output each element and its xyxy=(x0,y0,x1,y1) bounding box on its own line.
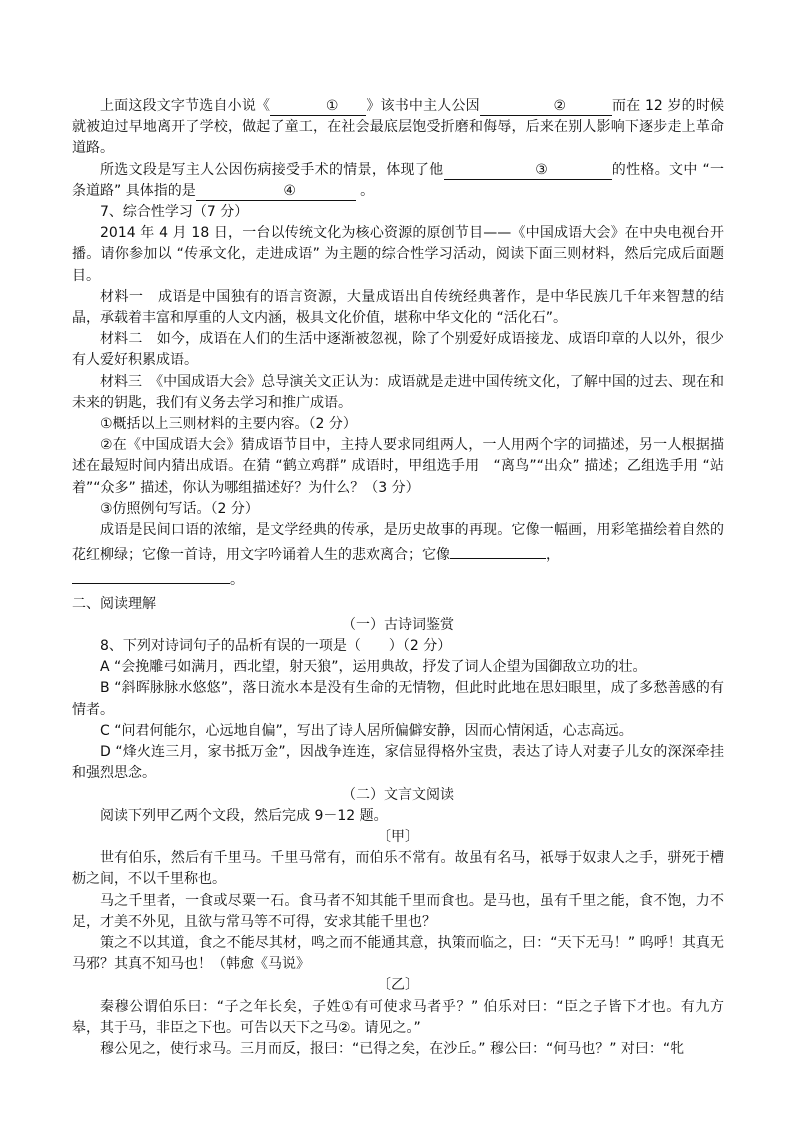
imitation-blank-2[interactable] xyxy=(72,566,230,584)
blank-4[interactable] xyxy=(196,183,356,201)
jia-paragraph-3: 策之不以其道，食之不能尽其材，鸣之而不能通其意，执策而临之，曰：“天下无马！” 呜呼！其真无马邪？其真不知马也！（韩愈《马说》 xyxy=(72,934,724,973)
text: 》该书中主人公因 xyxy=(366,98,480,114)
yi-paragraph-2: 穆公见之，使行求马。三月而反，报曰：“已得之矣，在沙丘。” 穆公曰：“何马也？” 对曰：“牝 xyxy=(100,1040,685,1057)
blank-3[interactable] xyxy=(444,162,612,180)
q7-title: 7、综合性学习（7 分） xyxy=(100,204,249,221)
imitation-blank-1[interactable] xyxy=(450,541,546,559)
yi-paragraph-1: 秦穆公谓伯乐曰：“子之年长矣，子姓①有可使求马者乎？” 伯乐对曰：“臣之子皆下才也。有九方皋，其于马，非臣之下也。可告以天下之马②。请见之。” xyxy=(72,998,724,1036)
text: ， xyxy=(546,547,560,564)
passage-jia-label: 〔甲〕 xyxy=(377,828,419,845)
novel-paragraph xyxy=(72,96,724,160)
blank-number: ③ xyxy=(535,161,548,178)
jia-paragraph-2: 马之千里者，一食或尽粟一石。食马者不知其能千里而食也。是马也，虽有千里之能，食不饱，力不足，才美不外见，且欲与常马等不可得，安求其能千里也？ xyxy=(72,892,724,930)
material-2: 材料二 如今，成语在人们的生活中逐渐被忽视，除了个别爱好成语接龙、成语印章的人以外，很少有人爱好积累成语。 xyxy=(72,331,724,369)
jia-paragraph-1: 世有伯乐，然后有千里马。千里马常有，而伯乐不常有。故虽有名马，祇辱于奴隶人之手，骈死于槽枥之间，不以千里称也。 xyxy=(72,850,724,888)
text: 的性格。文中 “一条道路” 具体指的是 xyxy=(72,161,725,199)
text: 。 xyxy=(230,572,244,589)
analysis-paragraph xyxy=(72,160,724,202)
text: 。 xyxy=(355,182,375,199)
material-1: 材料一 成语是中国独有的语言资源，大量成语出自传统经典著作，是中华民族几千年来智慧的结晶，承载着丰富和厚重的人文内涵，极具文化价值，堪称中华文化的 “活化石”。 xyxy=(72,288,724,327)
option-d: D “烽火连三月，家书抵万金”，因战争连连，家信显得格外宝贵，表达了诗人对妻子儿女的深深牵挂和强烈思念。 xyxy=(72,744,724,782)
text: 成语是民间口语的浓缩，是文学经典的传承，是历史故事的再现。它像一幅画，用彩笔描绘着自然的花红柳绿；它像一首诗，用文字吟诵着人生的悲欢离合；它像 xyxy=(72,522,724,564)
exam-page xyxy=(72,96,724,1060)
imitation-line xyxy=(72,566,724,591)
subsection-title-poetry: （一）古诗词鉴赏 xyxy=(342,616,454,633)
section-title: 二、阅读理解 xyxy=(72,595,156,612)
option-a: A “会挽雕弓如满月，西北望，射天狼”，运用典故，抒发了词人企望为国御敌立功的壮。 xyxy=(100,659,647,676)
blank-number: ② xyxy=(553,98,567,114)
blank-number: ④ xyxy=(283,182,296,199)
q7-sub1: ①概括以上三则材料的主要内容。（2 分） xyxy=(100,416,357,433)
text: 上面这段文字节选自小说《 xyxy=(100,98,271,114)
q7-intro: 2014 年 4 月 18 日，一台以传统文化为核心资源的原创节目——《中国成语大会》在中央电视台开播。请你参加以 “传承文化，走进成语” 为主题的综合性学习活动，阅读下面三则材料，然后完成后面题目。 xyxy=(72,225,724,284)
option-b: B “斜晖脉脉水悠悠”，落日流水本是没有生命的无情物，但此时此地在思妇眼里，成了多愁善感的有情者。 xyxy=(72,680,724,718)
blank-number: ① xyxy=(325,98,339,114)
q7-sub3: ③仿照例句写话。（2 分） xyxy=(100,500,259,517)
blank-1[interactable] xyxy=(270,98,366,116)
blank-2[interactable] xyxy=(480,98,612,116)
classical-intro: 阅读下列甲乙两个文段，然后完成 9－12 题。 xyxy=(100,807,388,824)
passage-yi-label: 〔乙〕 xyxy=(377,977,419,994)
text: 所选文段是写主人公因伤病接受手术的情景，体现了他 xyxy=(100,161,444,178)
text: 而在 12 岁的时候就被迫过早地离开了学校，做起了童工，在社会最底层饱受折磨和侮辱，后来在别人影响下逐步走上革命道路。 xyxy=(72,98,724,157)
material-3: 材料三 《中国成语大会》总导演关文正认为：成语就是走进中国传统文化，了解中国的过去、现在和未来的钥匙，我们有义务去学习和推广成语。 xyxy=(72,373,724,411)
imitation-example xyxy=(72,520,724,566)
option-c: C “问君何能尔，心远地自偏”，写出了诗人居所偏僻安静，因而心情闲适，心志高远。 xyxy=(100,722,633,739)
q7-sub2: ②在《中国成语大会》猜成语节目中，主持人要求同组两人，一人用两个字的词描述，另一人根据描述在最短时间内猜出成语。在猜 “鹤立鸡群” 成语时，甲组选手用 “离鸟”“出众” 描述；乙组选手用 “站着”“众多” 描述，你认为哪组描述好？为什么？（3 分） xyxy=(72,437,724,496)
subsection-title-classical: （二）文言文阅读 xyxy=(342,786,454,803)
q8-stem: 8、下列对诗词句子的品析有误的一项是（ ）（2 分） xyxy=(100,638,452,655)
